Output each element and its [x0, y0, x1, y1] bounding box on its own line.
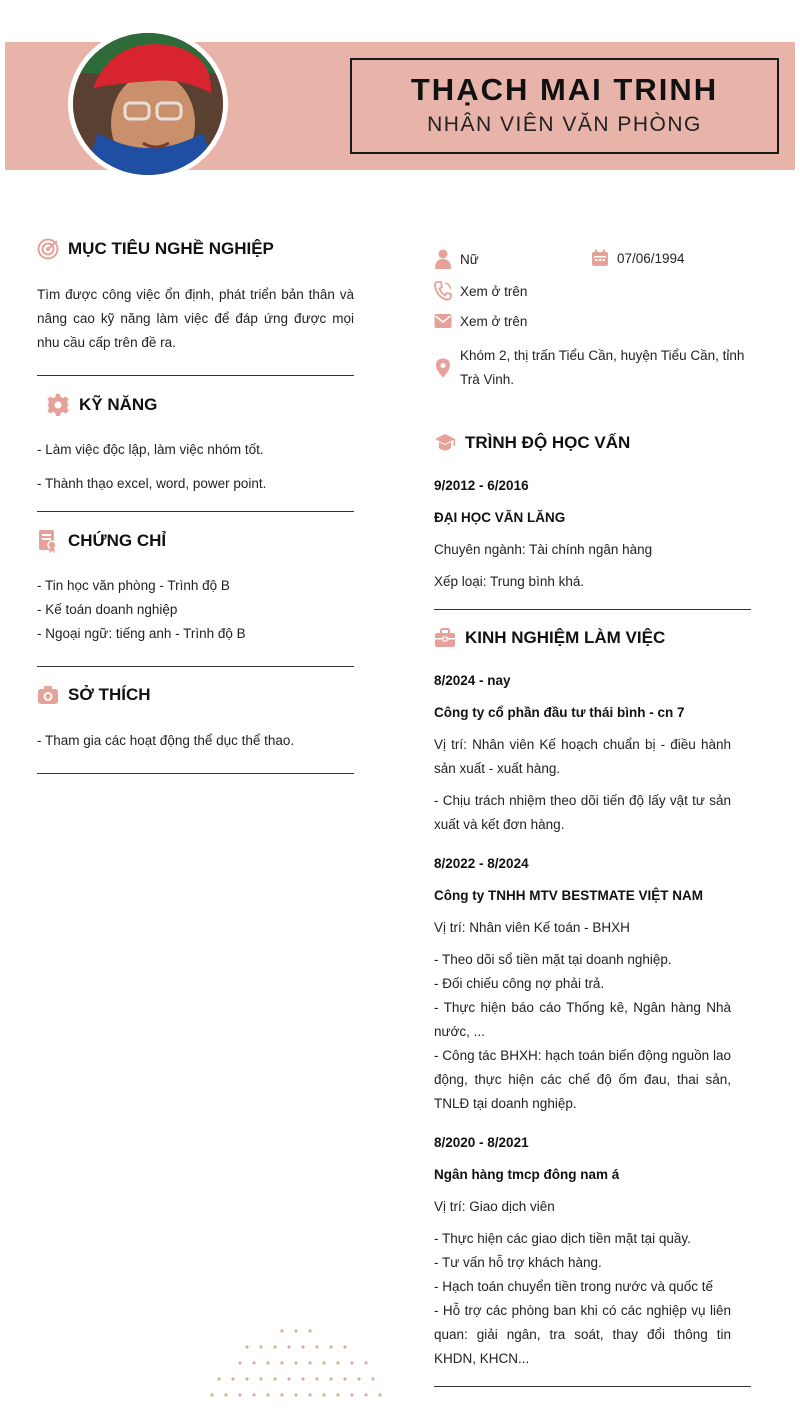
decor-dot	[315, 1377, 318, 1380]
decor-dot	[308, 1393, 311, 1396]
job-1-period: 8/2024 - nay	[434, 673, 511, 688]
skills-title: KỸ NĂNG	[79, 395, 158, 414]
phone-value: Xem ở trên	[460, 283, 528, 299]
dot-pattern	[205, 1325, 395, 1411]
job-2-company: Công ty TNHH MTV BESTMATE VIỆT NAM	[434, 888, 703, 903]
objective-section-title	[37, 238, 274, 260]
education-section-title	[434, 432, 630, 454]
decor-dot	[259, 1377, 262, 1380]
graduation-cap-icon	[434, 432, 456, 454]
job-3-period: 8/2020 - 8/2021	[434, 1135, 529, 1150]
decor-dot	[280, 1329, 283, 1332]
decor-dot	[308, 1329, 311, 1332]
divider	[37, 773, 354, 774]
decor-dot	[280, 1393, 283, 1396]
phone-icon	[434, 281, 452, 301]
decor-dot	[343, 1377, 346, 1380]
education-major: Chuyên ngành: Tài chính ngân hàng	[434, 542, 653, 557]
decor-dot	[259, 1345, 262, 1348]
phone-row	[434, 281, 527, 301]
decor-dot	[336, 1361, 339, 1364]
decor-dot	[224, 1393, 227, 1396]
avatar-photo	[73, 33, 223, 175]
target-icon	[37, 238, 59, 260]
calendar-icon	[591, 249, 609, 267]
divider	[434, 1386, 751, 1387]
education-period: 9/2012 - 6/2016	[434, 478, 529, 493]
envelope-icon	[434, 313, 452, 329]
location-pin-icon	[434, 358, 452, 378]
dob-row	[591, 249, 685, 267]
decor-dot	[322, 1361, 325, 1364]
decor-dot	[273, 1377, 276, 1380]
candidate-name: THẠCH MAI TRINH	[410, 72, 719, 107]
divider	[37, 511, 354, 512]
gear-icon	[46, 393, 70, 417]
decor-dot	[336, 1393, 339, 1396]
decor-dot	[343, 1345, 346, 1348]
decor-dot	[378, 1393, 381, 1396]
experience-section-title	[434, 627, 665, 649]
decor-dot	[231, 1377, 234, 1380]
job-3-duty-1: - Thực hiện các giao dịch tiền mặt tại quầy.	[434, 1231, 691, 1246]
decor-dot	[364, 1361, 367, 1364]
job-2-period: 8/2022 - 8/2024	[434, 856, 529, 871]
objective-text: Tìm được công việc ổn định, phát triển bản thân và nâng cao kỹ năng làm việc để đáp ứng được mọi nhu cầu cấp trên đề ra.	[37, 287, 354, 350]
job-3-position: Vị trí: Giao dịch viên	[434, 1199, 555, 1214]
gender-value: Nữ	[460, 251, 479, 267]
experience-title: KINH NGHIỆM LÀM VIỆC	[465, 628, 666, 647]
objective-title: MỤC TIÊU NGHỀ NGHIỆP	[68, 239, 274, 258]
skill-item-2: - Thành thạo excel, word, power point.	[37, 476, 267, 491]
decor-dot	[301, 1345, 304, 1348]
decor-dot	[287, 1377, 290, 1380]
education-title: TRÌNH ĐỘ HỌC VẤN	[465, 433, 631, 452]
decor-dot	[238, 1361, 241, 1364]
divider	[37, 666, 354, 667]
decor-dot	[245, 1345, 248, 1348]
job-3-duty-2: - Tư vấn hỗ trợ khách hàng.	[434, 1255, 602, 1270]
decor-dot	[322, 1393, 325, 1396]
decor-dot	[280, 1361, 283, 1364]
job-3-company: Ngân hàng tmcp đông nam á	[434, 1167, 620, 1182]
decor-dot	[350, 1393, 353, 1396]
name-box	[350, 58, 779, 154]
gender-row	[434, 249, 479, 269]
address-row	[434, 344, 750, 392]
briefcase-icon	[434, 627, 456, 649]
decor-dot	[294, 1361, 297, 1364]
email-value: Xem ở trên	[460, 313, 528, 329]
job-2-position: Vị trí: Nhân viên Kế toán - BHXH	[434, 920, 630, 935]
candidate-role: NHÂN VIÊN VĂN PHÒNG	[427, 113, 702, 136]
decorative-dots	[205, 1325, 395, 1411]
decor-dot	[294, 1393, 297, 1396]
job-2-duty-3: - Thực hiện báo cáo Thống kê, Ngân hàng Nhà nước, ...	[434, 1000, 731, 1039]
certificate-item-1: - Tin học văn phòng - Trình độ B	[37, 578, 230, 593]
skill-item-1: - Làm việc độc lập, làm việc nhóm tốt.	[37, 442, 264, 457]
decor-dot	[287, 1345, 290, 1348]
decor-dot	[371, 1377, 374, 1380]
hobby-item-1: - Tham gia các hoạt động thể dục thể thao.	[37, 733, 295, 748]
certificate-icon	[37, 529, 59, 553]
decor-dot	[210, 1393, 213, 1396]
job-3-duty-3: - Hạch toán chuyển tiền trong nước và quốc tế	[434, 1279, 714, 1294]
dob-value: 07/06/1994	[617, 250, 685, 266]
skills-section-title	[46, 393, 157, 417]
email-row	[434, 313, 527, 329]
decor-dot	[266, 1393, 269, 1396]
decor-dot	[266, 1361, 269, 1364]
decor-dot	[217, 1377, 220, 1380]
decor-dot	[252, 1393, 255, 1396]
decor-dot	[329, 1345, 332, 1348]
job-1-duty-1: - Chịu trách nhiệm theo dõi tiến độ lấy vật tư sản xuất và kết đơn hàng.	[434, 793, 731, 832]
decor-dot	[252, 1361, 255, 1364]
certificate-item-2: - Kế toán doanh nghiệp	[37, 602, 178, 617]
decor-dot	[357, 1377, 360, 1380]
certificate-item-3: - Ngoại ngữ: tiếng anh - Trình độ B	[37, 626, 246, 641]
decor-dot	[301, 1377, 304, 1380]
job-2-duty-2: - Đối chiếu công nợ phải trả.	[434, 976, 605, 991]
decor-dot	[294, 1329, 297, 1332]
job-3-duty-4: - Hỗ trợ các phòng ban khi có các nghiệp vụ liên quan: giải ngân, tra soát, thay đổi thông tin KHDN, KHCN...	[434, 1303, 731, 1366]
camera-icon	[37, 684, 59, 706]
job-1-position: Vị trí: Nhân viên Kế hoạch chuẩn bị - điều hành sản xuất - xuất hàng.	[434, 737, 731, 776]
decor-dot	[350, 1361, 353, 1364]
education-grade: Xếp loại: Trung bình khá.	[434, 574, 585, 589]
decor-dot	[273, 1345, 276, 1348]
decor-dot	[364, 1393, 367, 1396]
decor-dot	[238, 1393, 241, 1396]
decor-dot	[315, 1345, 318, 1348]
decor-dot	[308, 1361, 311, 1364]
decor-dot	[245, 1377, 248, 1380]
divider	[434, 609, 751, 610]
divider	[37, 375, 354, 376]
hobbies-title: SỞ THÍCH	[68, 685, 151, 704]
person-icon	[434, 249, 452, 269]
certificates-section-title	[37, 529, 166, 553]
education-school: ĐẠI HỌC VĂN LĂNG	[434, 510, 566, 525]
job-2-duty-1: - Theo dõi sổ tiền mặt tại doanh nghiệp.	[434, 952, 672, 967]
certificates-title: CHỨNG CHỈ	[68, 531, 167, 550]
avatar	[68, 28, 228, 180]
job-1-company: Công ty cổ phần đầu tư thái bình - cn 7	[434, 705, 685, 720]
decor-dot	[329, 1377, 332, 1380]
hobbies-section-title	[37, 684, 151, 706]
address-value: Khóm 2, thị trấn Tiểu Cần, huyện Tiểu Cần, tỉnh Trà Vinh.	[460, 348, 745, 387]
job-2-duty-4: - Công tác BHXH: hạch toán biến động nguồn lao động, thực hiện các chế độ ốm đau, thai sản, TNLĐ tại doanh nghiệp.	[434, 1048, 731, 1111]
